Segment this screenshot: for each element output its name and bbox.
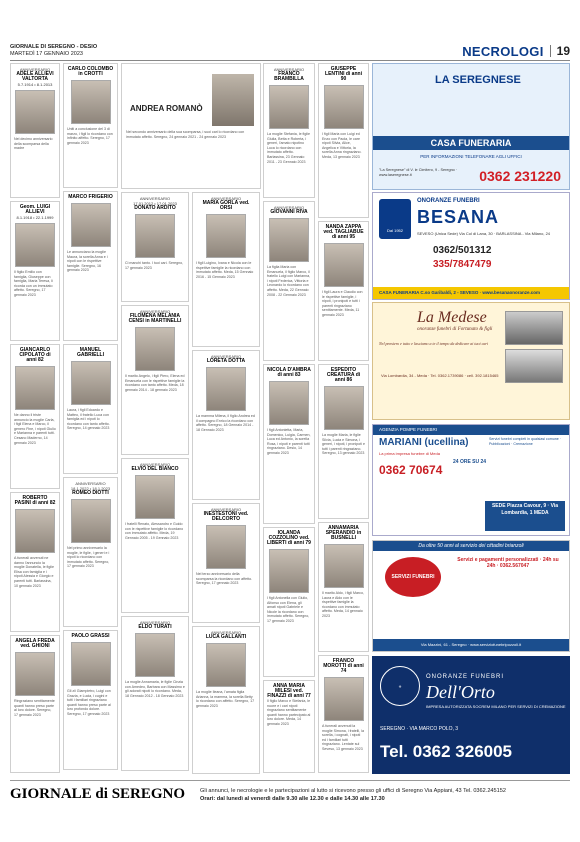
- ad-phone: 0362/501312: [433, 245, 492, 256]
- obituary: [121, 458, 189, 613]
- obituary: [10, 492, 60, 632]
- obit-name: GIUSEPPE LENTINI di anni 90: [325, 66, 362, 82]
- column-6: [318, 63, 369, 775]
- obituary: [263, 201, 315, 361]
- ad-badge: Dal 1952: [379, 199, 411, 239]
- obit-text: Nel secondo anniversario della sua scomparsa, i suoi cari lo ricordano con immutato affetto. Seregno, 24 gennaio 2021 - 24 gennaio 2023: [126, 130, 245, 139]
- portrait-photo: [15, 652, 55, 696]
- portrait-photo: [324, 386, 364, 430]
- obit-caption: ANNIVERSARIO: [139, 620, 171, 625]
- obituary: [318, 364, 369, 519]
- ad-address: Via Mazzini, 61 - Seregno · www.serviziofunebripozzoli.it: [373, 639, 569, 651]
- portrait-photo: [71, 361, 111, 405]
- ad-address: SEDE Piazza Cavour, 9 · Via Lombardia, 1 MEDA: [485, 501, 565, 531]
- ad-phone: 0362 70674: [379, 463, 443, 477]
- obituary: [10, 344, 60, 489]
- obit-text: A funerali avvenuti la moglie Simona, i fratelli, la sorella, i cognati, i nipoti ed i familiari tutti ringraziano. Lentate sul Seveso, 13 gennaio 2023: [322, 724, 364, 751]
- ad-la-medese: [372, 302, 570, 420]
- portrait-photo: [324, 677, 364, 721]
- obit-name: PAOLO GRASSI: [71, 633, 110, 639]
- obit-dates: 5.7.1914 • 8.1.2013: [17, 82, 53, 87]
- portrait-photo: [269, 549, 309, 593]
- portrait-photo: [135, 214, 175, 258]
- section-header: [462, 44, 570, 58]
- footer: [10, 780, 570, 806]
- obit-text: I fratelli Renato, Alessandro e Guido con le rispettive famiglie lo ricordano con immutato affetto. Meda, 19 Gennaio 2005 - 19 Gennaio 2023: [125, 522, 184, 540]
- ad-address: SEREGNO · VIA MARCO POLO, 3: [380, 726, 459, 732]
- obituary: [192, 626, 260, 774]
- obit-caption: ANNIVERSARIO: [210, 630, 242, 635]
- obit-text: I figli Maria con Luigi ed Enzo con Paola, le care nipoti Silvia, Alice, Angelica e Vittoria, la sorella Anna ringraziano. Meda, 13 gennaio 2023: [322, 132, 362, 159]
- obit-name: MANUEL GABRIELLI: [77, 347, 104, 358]
- obit-caption: ANNIVERSARIO: [210, 507, 242, 512]
- obit-text: La figlia Maria con Emanuela, il figlio Marco, il fratello Luigi con Marianna, i nipoti Federica, Vittoria e Leonardo lo ricordano con affetto. Meda, 22 Gennaio 2008 - 22 Gennaio 2023: [267, 265, 311, 297]
- issue-date: MARTEDÌ 17 GENNAIO 2023: [10, 51, 83, 57]
- obit-caption: ANNIVERSARIO: [19, 67, 51, 72]
- portrait-photo: [15, 366, 55, 410]
- portrait-photo: [269, 381, 309, 425]
- obit-caption: ANNIVERSARIO: [139, 196, 171, 201]
- obit-name: Geom. LUIGI ALLIEVI: [19, 204, 51, 215]
- masthead: [10, 44, 97, 58]
- ad-mobile: 335/7847479: [433, 259, 492, 270]
- obit-caption: ANNIVERSARIO: [273, 205, 305, 210]
- ad-la-seregnese: [372, 63, 570, 190]
- footer-info: [200, 787, 506, 803]
- column-1: [10, 63, 60, 775]
- obit-text: Il figlio Emilio con famiglia, Giuseppe con famiglia, Maria Teresa, Ii ricorda con un immutato affetto. Seregno, 17 gennaio 2023: [14, 270, 53, 297]
- obituary: [192, 503, 260, 623]
- portrait-photo: [15, 223, 55, 267]
- obit-text: Il marito Aldo, i figli Marco, Laura e Aldo con le rispettive famiglie la ricordano con immutato affetto. Meda, 14 gennaio 2023: [322, 591, 364, 618]
- obit-name: DONATO ARDITO: [134, 205, 176, 211]
- obituary: [192, 192, 260, 347]
- ad-title: Dell'Orto: [426, 682, 495, 702]
- obit-name: ADELE ALLIEVI VALTORTA: [16, 71, 54, 82]
- page-number: 19: [556, 44, 570, 58]
- portrait-photo: [324, 544, 364, 588]
- obit-text: La moglie Annamaria, le figlie Cinzia con Amedeo, Barbara con Massimo e gli adorati nipoti lo ricordano. Meda, 18 Gennaio 2012 - 18 Gennaio 2023: [125, 680, 185, 698]
- obit-name: ESPEDITO CREATURA di anni 86: [326, 367, 361, 383]
- obit-text: I figli Laura e Claudio con le rispettive famiglie, i nipoti, i pronipoti e tutti i parenti ringraziano sentitamente. Meda, 11 gennaio 2023: [322, 290, 363, 317]
- portrait-photo: [15, 509, 55, 553]
- ad-address: SEVESO (Unica Sede) Via Col di Lana, 30 · BARLASSINA - Via Milano, 24: [417, 231, 551, 236]
- portrait-photo: [206, 214, 246, 258]
- portrait-photo: [71, 80, 111, 124]
- portrait-photo: [135, 327, 175, 371]
- footer-line: Gli annunci, le necrologie e le partecipazioni al lutto si ricevono presso gli uffici di Seregno Via Appiani, 43 Tel. 0362.245152: [200, 787, 506, 794]
- portrait-photo: [206, 643, 246, 687]
- obituary: [63, 477, 118, 627]
- ad-logo: LA SEREGNESE: [435, 74, 521, 86]
- obit-name: FILOMENA MELANIA CENSI in MARTINELLI: [128, 313, 182, 324]
- ad-top: AGENZIA POMPE FUNEBRI: [373, 425, 569, 435]
- ad-text: IMPRESA AUTORIZZATA SOCREM MILANO PER SERVIZI DI CREMAZIONE: [426, 704, 566, 709]
- obit-caption: ANNIVERSARIO: [273, 67, 305, 72]
- obituary: [63, 630, 118, 770]
- obit-dates: 17.01.2012 • 17.01.2023: [133, 201, 177, 206]
- obituary: [263, 364, 315, 524]
- obituary: [263, 527, 315, 677]
- obituary: [63, 344, 118, 474]
- obit-name: ELVIO DEL BIANCO: [131, 466, 179, 472]
- obit-name: LORETA DOTTA: [206, 358, 246, 364]
- obit-text: Nel decimo anniversario della scomparsa della madre: [14, 137, 53, 151]
- ad-mariani: [372, 424, 570, 536]
- portrait-photo: [324, 243, 364, 287]
- obituary: [121, 305, 189, 455]
- obit-text: Il marito Angelo, i figli Piero, Elena ed Emanuela con le rispettive famiglie la ricordano con tanto affetto. Meda, 18 gennaio 2014 - 18 gennaio 2023: [125, 374, 185, 392]
- obit-text: Gli zii Giampietro, Luigi con Grazia, e Lucia, i cugini e tutti i familiari ringraziano quanti hanno preso parte al loro profondo dolore. Seregno, 17 gennaio 2023: [67, 689, 111, 716]
- ad-line: PER INFORMAZIONI TELEFONARE AGLI UFFICI: [420, 154, 522, 159]
- ad-address: "La Seregnese" di V. le Cimitero, 9 - Seregno · www.laseregnese.it: [379, 168, 458, 177]
- obit-text: Il figlio Marco e Stefania, le nuore e i cari nipoti ringraziano sentitamente quanti hanno partecipato al loro dolore. Meda, 14 gennaio 2023: [267, 699, 311, 726]
- column-4: [192, 192, 260, 775]
- ad-emblem: ⚜: [380, 666, 420, 706]
- column-2: [63, 63, 118, 775]
- section-title: NECROLOGI: [462, 43, 544, 59]
- divider: [550, 45, 551, 57]
- portrait-photo: [135, 633, 175, 677]
- hearse-photo: [505, 311, 563, 345]
- hearse-photo: [505, 349, 563, 383]
- obit-name: ROMEO DIOTTI: [72, 490, 109, 496]
- ad-phone: 0362 231220: [479, 168, 561, 184]
- portrait-photo: [71, 642, 111, 686]
- obituary: [263, 680, 315, 773]
- obituary: [318, 221, 369, 361]
- obit-text: Nel primo anniversario la moglie, le figlie, i generi e i nipoti lo ricordano con immutato affetto. Seregno, 17 gennaio 2023: [67, 546, 110, 569]
- obit-text: Uniti a conclusione del 3 di marzo, i figli lo ricordano con infinito affetto. Seregno, 17 gennaio 2023: [67, 127, 113, 145]
- header-rule: [10, 60, 570, 61]
- portrait-photo: [212, 74, 254, 126]
- ad-logo: La Medese: [417, 309, 487, 326]
- obit-text: A funerali avvenuti ne danno l'annuncio la moglie Donatella, le figlie Elisa con famiglia e i nipoti Alessia e Giorgio e parenti tutti. Barlassina, 10 gennaio 2023: [14, 556, 54, 588]
- portrait-photo: [15, 90, 55, 134]
- obit-text: I figli Antonietta, Maria, Domenico, Luigia, Carmen, Luca ed Antonio, la sorella Rosa, i nipoti e parenti tutti ringraziano. Desio, 14 gennaio 2023: [267, 428, 311, 455]
- obit-name: FRANCO MOROTTI di anni 74: [323, 658, 364, 674]
- ad-services: Servizi funebri completi in qualsiasi comune · Pubblicazioni · Cremazione: [489, 437, 561, 446]
- obit-name: GIOVANNI RIVA: [270, 209, 308, 215]
- obit-text: La moglie Ileana, l'amata figlia Arianna, la mamma, la sorella Betty lo ricordano con affetto. Seregno, 17 gennaio 2023: [196, 690, 255, 708]
- obit-caption: ANNIVERSARIO: [139, 462, 171, 467]
- ad-title: MARIANI (ucellina): [379, 437, 469, 448]
- obit-name: MARIA GORLA ved. ORSI: [202, 200, 250, 211]
- obituary-featured: [121, 63, 261, 189]
- ad-hours: 24 ORE SU 24: [453, 459, 487, 465]
- column-3: [121, 192, 189, 775]
- ad-slogan: La prima impresa funebre di Meda: [379, 451, 440, 456]
- ad-subtitle: ONORANZE FUNEBRI: [426, 674, 505, 680]
- obit-text: Laura, i figli Edoardo e Matteo, il fratello Luca con famiglia ed i nipoti lo ricordano con tanto affetto. Seregno, 14 gennaio 2023: [67, 408, 110, 431]
- obituary: [10, 63, 60, 198]
- ad-band: Da oltre 50 anni al servizio dei cittadini brianzoli: [373, 541, 569, 551]
- obit-name: NICOLA D'AMBRA di anni 83: [267, 367, 311, 378]
- portrait-photo: [71, 499, 111, 543]
- obit-caption: ANNIVERSARIO 18.1.2022 • 18.1.2023: [70, 481, 111, 491]
- obit-text: I figli Luigino, Ivana e Nicola con le rispettive famiglie la ricordano con immutato affetto. Meda, 15 Gennaio 2016 - 15 Gennaio 2023: [196, 261, 254, 279]
- obituary: [10, 201, 60, 341]
- obit-caption: ANNIVERSARIO: [139, 309, 171, 314]
- obit-text: Ringraziano sentitamente quanti hanno preso parte al loro dolore. Seregno, 17 gennaio 2023: [14, 699, 55, 717]
- ad-text: Servizi e pagamenti personalizzati · 24h su 24h · 0362.567047: [457, 557, 559, 569]
- obit-text: I figli Antonella con Giulio, Alfonso con Elena, gli amati nipoti Gabriele e Nicole la ricordano con immutato affetto. Seregno, 17 gennaio 2023: [267, 596, 310, 623]
- portrait-photo: [135, 475, 175, 519]
- obit-name: CARLO COLOMBO in CROTTI: [67, 66, 114, 77]
- portrait-photo: [269, 85, 309, 129]
- ad-logo: SERVIZI FUNEBRI POZZOLI: [385, 557, 441, 597]
- obituary: [318, 63, 369, 218]
- obit-text: La moglie Maria, le figlie Silvia, Lucia e Simona, i generi, i nipoti, i pronipoti e tutti i parenti ringraziano. Seregno, 13 gennaio 2023: [322, 433, 365, 456]
- ad-text: Nel pensiero e tutto e lasciamo a te il tempo da dedicare ai tuoi cari: [379, 341, 489, 346]
- obit-name: ANNA MARIA MILESI ved. FINAZZI di anni 77: [267, 683, 311, 699]
- obituary: [192, 350, 260, 500]
- column-5: [263, 63, 315, 775]
- obituary: [318, 522, 369, 652]
- portrait-photo: [71, 203, 111, 247]
- portrait-photo: [269, 218, 309, 262]
- obit-dates: 8.1.1918 • 22.1.1999: [16, 215, 54, 220]
- paper-name: GIORNALE DI SEREGNO - DESIO: [10, 44, 98, 50]
- obituary: [10, 635, 60, 773]
- ad-phone: Tel. 0362 326005: [380, 742, 513, 761]
- obit-caption: ANNIVERSARIO: [210, 354, 242, 359]
- obituary: [318, 655, 369, 773]
- ad-subtitle: onoranze funebri di Fortunato & figli: [417, 327, 493, 332]
- ad-subtitle: ONORANZE FUNEBRI: [417, 198, 480, 204]
- portrait-photo: [206, 367, 246, 411]
- obit-name: ELDO TURATI: [138, 624, 172, 630]
- obit-name: MARCO FRIGERIO: [68, 194, 113, 200]
- ad-pozzoli: [372, 540, 570, 652]
- footer-brand: GIORNALE di SEREGNO: [10, 786, 186, 802]
- obit-caption: ANNIVERSARIO: [210, 196, 242, 201]
- obit-text: Ne danno il triste annuncio la moglie Carla, i figli Elena e Marco, il genero Fine, i nipoti Giulio e Marianna e parenti tutti. Cesano Maderno, 14 gennaio 2023: [14, 413, 56, 445]
- obit-name: FRANCO BRAMBILLA: [274, 71, 304, 82]
- obit-text: Le annunciano la moglie Maura, la sorella Anna e i nipoti con le rispettive famiglie. Seregno, 16 gennaio 2023: [67, 250, 108, 273]
- footer-hours: Orari: dal lunedì al venerdì dalle 9.30 alle 12.30 e dalle 14.30 alle 17.30: [200, 795, 385, 802]
- obit-text: La moglie Stefania, le figlie Giulia, Betta e Roberta, i generi, l'amato nipotino Luca lo ricordano con immutato affetto. Barlassina, 23 Gennaio 2011 - 23 Gennaio 2023: [267, 132, 310, 164]
- obit-text: La mamma Milena, il figlio Andrea ed il compagno Enrico la ricordano con affetto. Seregno, 18 Gennaio 2014 - 18 Gennaio 2023: [196, 414, 255, 432]
- obit-name: ANNAMARIA SPERANDIO in BUSNELLI: [325, 525, 362, 541]
- ad-band: CASA FUNERARIA: [373, 136, 569, 150]
- obit-name: NANDA ZAPPA ved. TAGLIABUE di anni 95: [323, 224, 364, 240]
- obit-name: GIANCARLO CIPOLATO di anni 82: [19, 347, 51, 363]
- ad-dellorto: [372, 656, 570, 774]
- obituary: [121, 616, 189, 771]
- obit-name: ANDREA ROMANÒ: [130, 104, 203, 113]
- obit-text: Ci manchi tanto. I tuoi cari. Seregno, 17 gennaio 2023: [125, 261, 184, 270]
- obituary: [63, 63, 118, 188]
- ad-title: BESANA: [417, 207, 500, 227]
- obit-text: Nel terzo anniversario della scomparsa la ricordano con affetto. Seregno, 17 gennaio 2023: [196, 572, 253, 586]
- obit-name: ROBERTO PASINI di anni 82: [14, 495, 56, 506]
- portrait-photo: [324, 85, 364, 129]
- ad-besana: [372, 192, 570, 300]
- obit-name: LUCA GALLANTI: [205, 634, 247, 640]
- obit-name: ANGELA FREDA ved. GHIONI: [15, 638, 55, 649]
- obit-name: INESTESTONI ved. DELCORTO: [203, 511, 249, 522]
- obituary: [263, 63, 315, 198]
- obituary: [63, 191, 118, 341]
- ad-bar: CASA FUNERARIA C.so Garibaldi, 2 - SEVESO · www.besanaonoranze.com: [373, 287, 569, 299]
- portrait-photo: [206, 525, 246, 569]
- obituary: [121, 192, 189, 302]
- ad-contacts: Via Lombardia, 34 - Meda · Tel. 0362.1739086 · cell. 392.1815465: [381, 373, 499, 378]
- obit-name: IOLANDA COZZOLINO ved. LIBERTI di anni 79: [267, 530, 311, 546]
